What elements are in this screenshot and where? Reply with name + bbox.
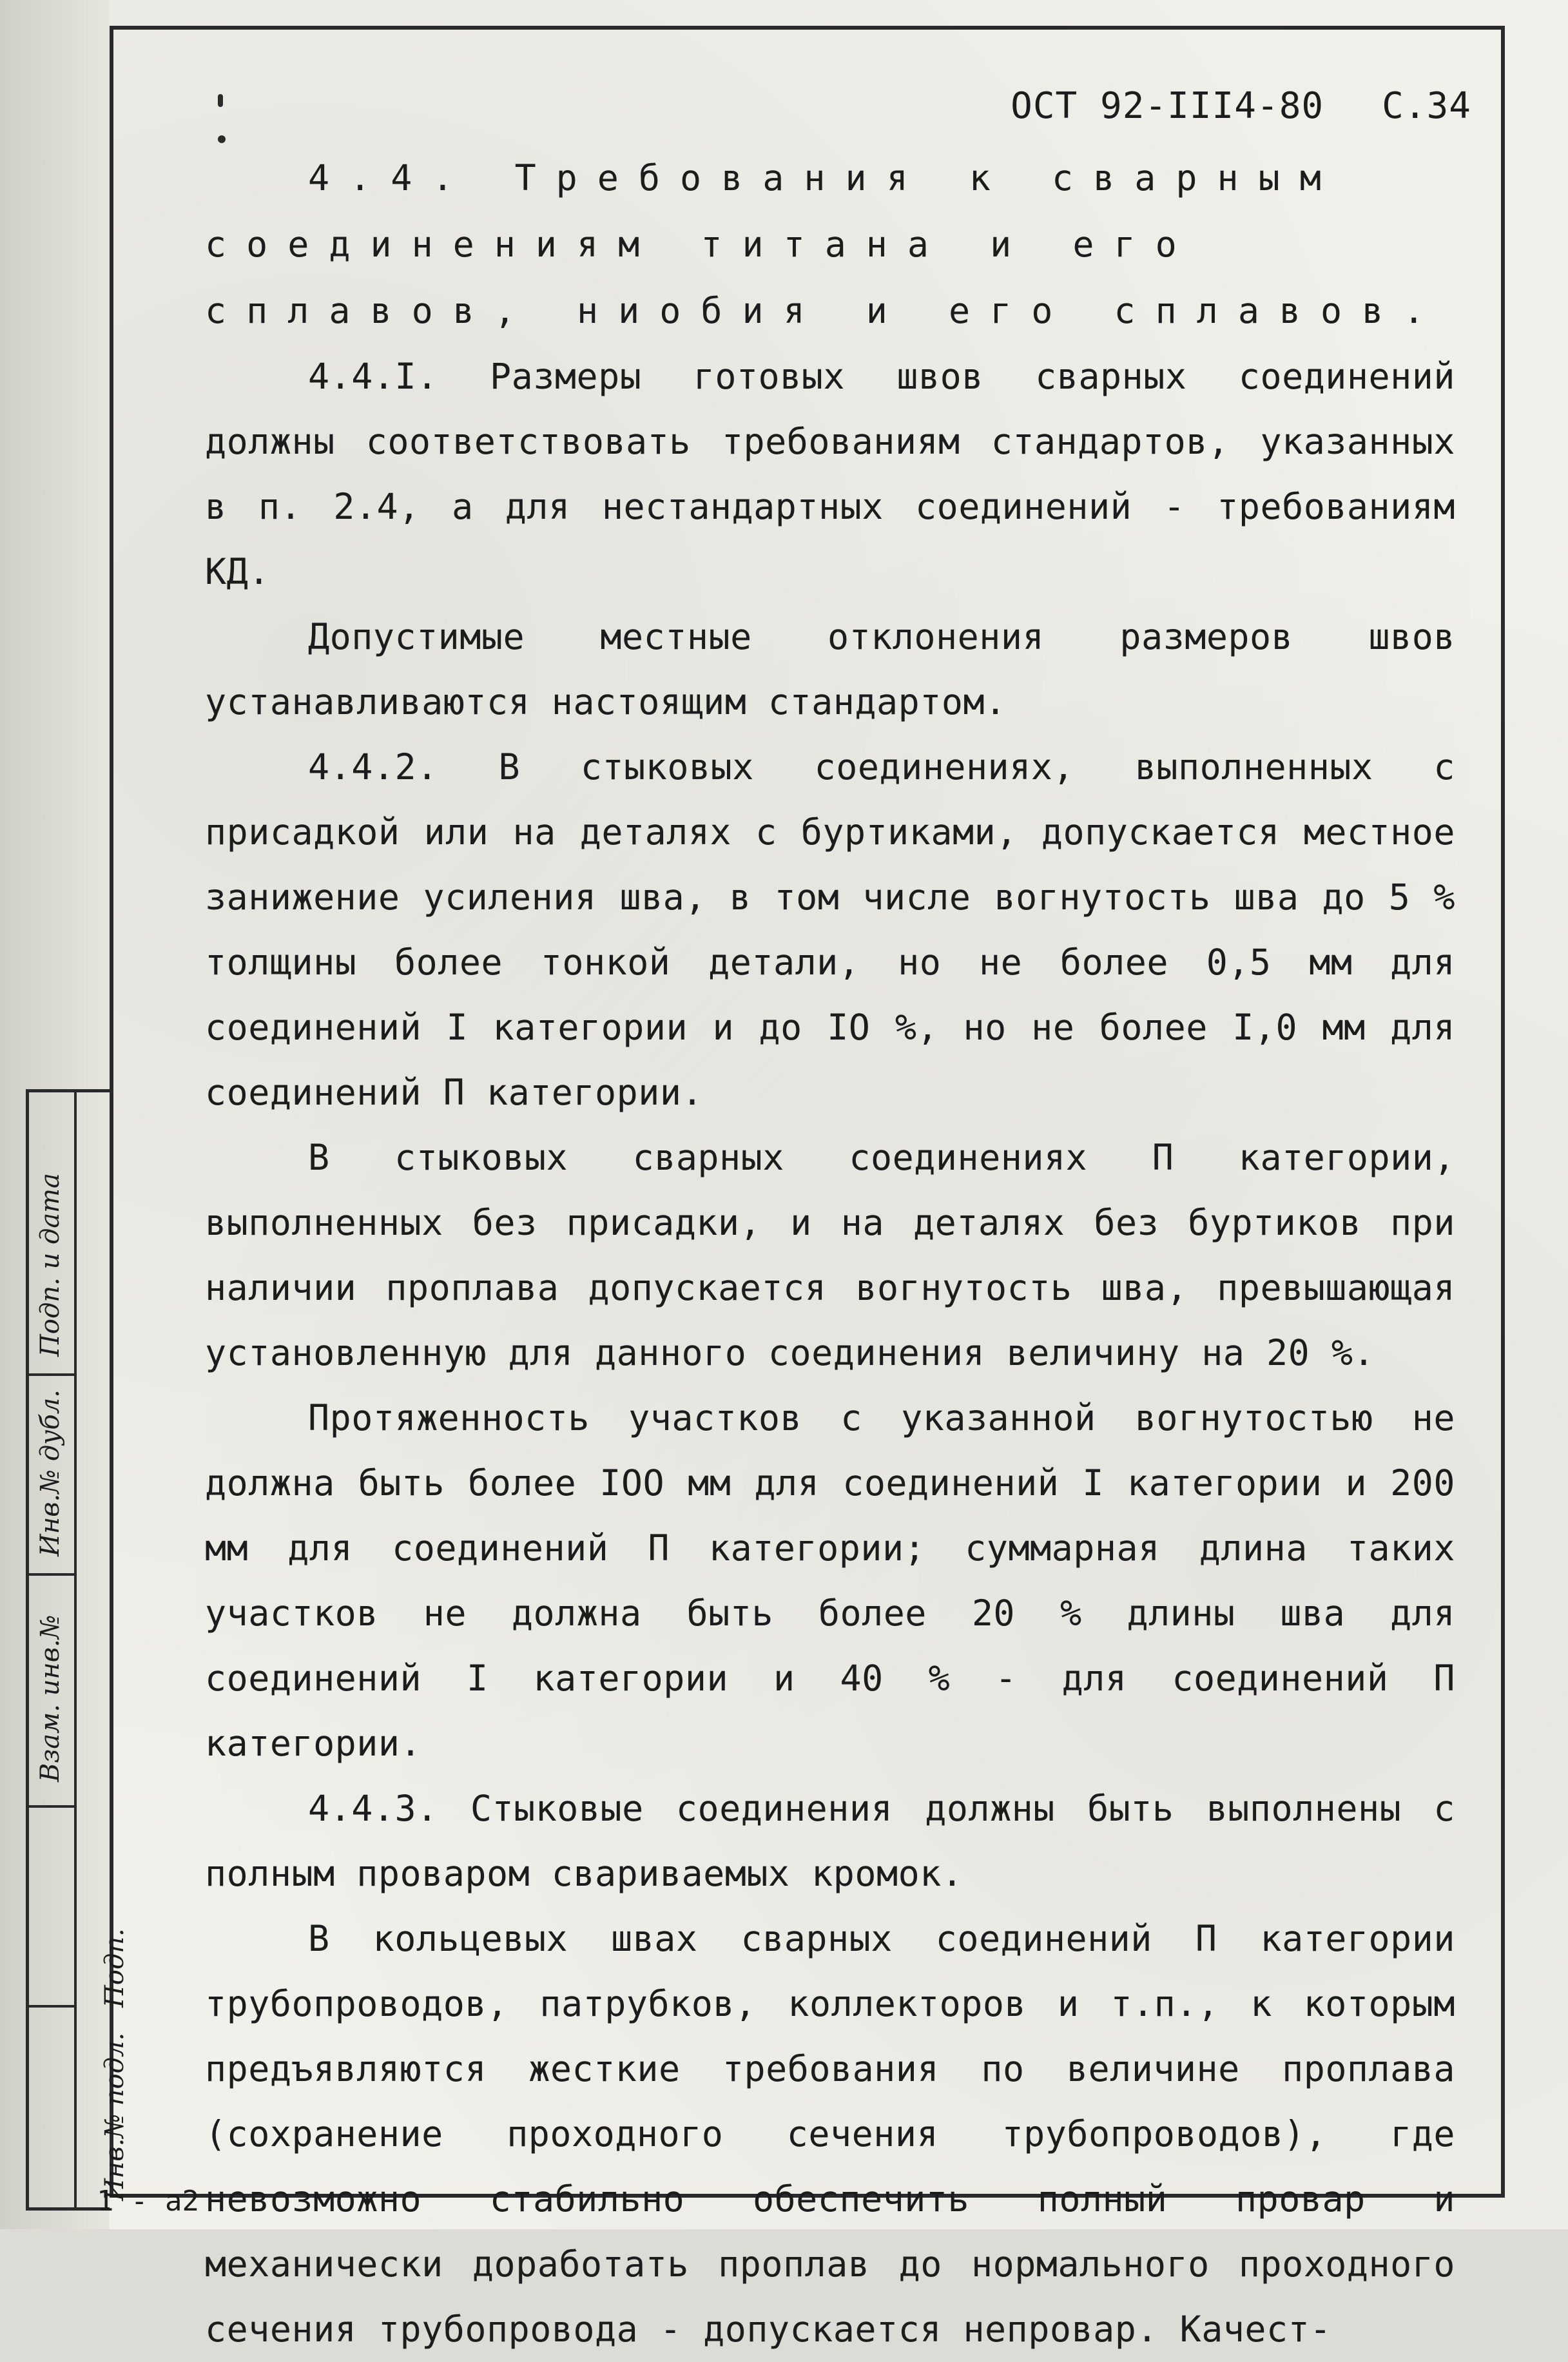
document-body [205,145,1455,2362]
stamp-label: Подп. и дата [35,1173,65,1357]
stamp-label: Инв.№ дубл. [35,1389,65,1556]
corner-label: 1 - а2 [97,2185,199,2218]
paragraph: 4.4.2. В стыковых соединениях, выполненных с присадкой или на деталях с буртиками, допускается местное занижение усиления шва, в том числе вогнутость шва до 5 % толщины более тонкой детали, но не более 0,5 мм для соединений I категории и до IO %, но не более I,0 мм для соединений П категории. [205,746,1455,1113]
paragraph: В стыковых сварных соединениях П категории, выполненных без присадки, и на деталях без буртиков при наличии проплава допускается вогнутость шва, превышающая установленную для данного соединения величину на 20 %. [205,1137,1455,1373]
scan-dot [218,94,223,107]
page-number: С.34 [1382,85,1471,127]
section-title: 4.4. Требования к сварным соединениям титана и его сплавов, ниобия и его сплавов. [205,157,1445,331]
document-code: ОСТ 92-III4-80 [1011,85,1324,127]
paragraph: Допустимые местные отклонения размеров швов устанавливаются настоящим стандартом. [205,616,1455,722]
stamp-cell [29,1808,74,2008]
paragraph: 4.4.3. Стыковые соединения должны быть выполнены с полным проваром свариваемых кромок. [205,1788,1455,1894]
stamp-label: Взам. инв.№ [35,1614,65,1782]
side-stamp [26,1089,130,2211]
paragraph: Протяженность участков с указанной вогнутостью не должна быть более IOO мм для соединений I категории и 200 мм для соединений П категории; суммарная длина таких участков не должна быть более 20 % длины шва для соединений I категории и 40 % - для соединений П категории. [205,1397,1455,1764]
scan-dot [218,135,226,143]
stamp-label: Инв.№ подл. [100,2032,130,2201]
paragraph: 4.4.I. Размеры готовых швов сварных соединений должны соответствовать требованиям стандартов, указанных в п. 2.4, а для нестандартных соединений - требованиям КД. [205,356,1455,592]
page-header [953,85,1471,127]
stamp-label: Подп. [100,1928,130,2008]
paragraph: В кольцевых швах сварных соединений П категории трубопроводов, патрубков, коллекторов и т.п., к которым предъявляются жесткие требования по величине проплава (сохранение проходного сечения трубопроводов), где невозможно стабильно обеспечить полный провар и механически доработать проплав до нормального проходного сечения трубопровода - допускается непровар. Качест- [205,1918,1455,2350]
